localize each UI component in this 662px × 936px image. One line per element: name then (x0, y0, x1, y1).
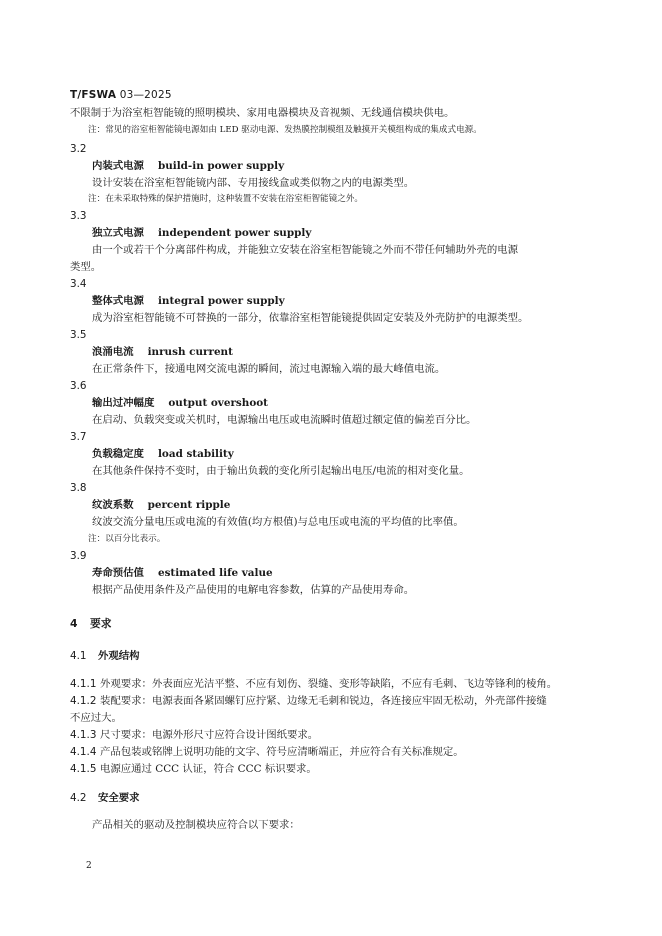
heading-label: 安全要求 (98, 792, 140, 804)
clause-number: 3.4 (70, 278, 87, 290)
text-line: 在启动、负载突变或关机时，电源输出电压或电流瞬时值超过额定值的偏差百分比。 (92, 414, 477, 426)
text-line: 由一个或若干个分离部件构成，并能独立安装在浴室柜智能镜之外而不带任何辅助外壳的电源 (92, 244, 519, 256)
term-zh: 整体式电源 (92, 295, 144, 307)
clause-number: 3.5 (70, 329, 87, 341)
text-line: 类型。 (70, 261, 102, 273)
term-zh: 内装式电源 (92, 160, 144, 172)
clause-text: 外观要求：外表面应光洁平整、不应有划伤、裂缝、变形等缺陷，不应有毛刺、飞边等锋利的棱角。 (100, 678, 558, 690)
clause-number: 3.2 (70, 143, 87, 155)
section-heading (70, 616, 112, 632)
term-zh: 纹波系数 (92, 499, 134, 511)
text-line: 成为浴室柜智能镜不可替换的一部分，依靠浴室柜智能镜提供固定安装及外壳防护的电源类型。 (92, 312, 529, 324)
term-entry (92, 158, 284, 174)
text-line: 在正常条件下，接通电网交流电源的瞬间，流过电源输入端的最大峰值电流。 (92, 363, 446, 375)
term-entry (92, 497, 230, 513)
subsection-heading (70, 648, 140, 664)
clause-item (70, 761, 317, 777)
term-en: integral power supply (157, 295, 285, 307)
clause-text: 电源应通过 CCC 认证，符合 CCC 标识要求。 (100, 763, 317, 775)
text-line: 设计安装在浴室柜智能镜内部、专用接线盒或类似物之内的电源类型。 (92, 177, 415, 189)
clause-item (70, 727, 318, 743)
clause-number: 3.8 (70, 482, 87, 494)
term-entry (92, 565, 273, 581)
clause-text: 产品包装或铭牌上说明功能的文字、符号应清晰端正，并应符合有关标准规定。 (100, 746, 464, 758)
heading-number: 4.1 (70, 650, 87, 662)
clause-number: 3.9 (70, 550, 87, 562)
term-zh: 负载稳定度 (92, 448, 144, 460)
clause-item (70, 676, 557, 692)
heading-number: 4.2 (70, 792, 87, 804)
standard-org: T/FSWA (70, 89, 117, 101)
clause-number: 4.1.4 (70, 746, 97, 758)
clause-text: 尺寸要求：电源外形尺寸应符合设计图纸要求。 (100, 729, 319, 741)
text-line: 不应过大。 (70, 712, 122, 724)
term-entry (92, 344, 233, 360)
note-line: 注：常见的浴室柜智能镜电源如由 LED 驱动电源、发热膜控制模组及触摸开关模组构成的集成式电源。 (88, 125, 482, 135)
term-en: load stability (157, 448, 234, 460)
term-en: percent ripple (147, 499, 231, 511)
term-zh: 寿命预估值 (92, 567, 144, 579)
heading-label: 要求 (90, 617, 112, 630)
heading-number: 4 (70, 617, 78, 630)
note-line: 注：以百分比表示。 (88, 534, 166, 544)
note-line: 注：在未采取特殊的保护措施时，这种装置不安装在浴室柜智能镜之外。 (88, 194, 364, 204)
clause-item (70, 693, 547, 709)
term-en: estimated life value (157, 567, 273, 579)
term-zh: 独立式电源 (92, 227, 144, 239)
term-entry (92, 395, 268, 411)
clause-number: 3.6 (70, 380, 87, 392)
text-line: 在其他条件保持不变时，由于输出负载的变化所引起输出电压/电流的相对变化量。 (92, 465, 470, 477)
subsection-heading (70, 790, 140, 806)
text-line: 纹波交流分量电压或电流的有效值(均方根值)与总电压或电流的平均值的比率值。 (92, 516, 464, 528)
term-zh: 浪涌电流 (92, 346, 134, 358)
clause-number: 3.3 (70, 210, 87, 222)
page-number: 2 (86, 861, 92, 871)
text-line: 根据产品使用条件及产品使用的电解电容参数，估算的产品使用寿命。 (92, 584, 415, 596)
term-en: independent power supply (157, 227, 312, 239)
standard-code: 03—2025 (119, 89, 172, 101)
clause-number: 4.1.2 (70, 695, 97, 707)
term-en: build-in power supply (157, 160, 285, 172)
term-en: output overshoot (168, 397, 268, 409)
term-zh: 输出过冲幅度 (92, 397, 155, 409)
text-line: 不限制于为浴室柜智能镜的照明模块、家用电器模块及音视频、无线通信模块供电。 (70, 107, 455, 119)
clause-number: 4.1.1 (70, 678, 97, 690)
clause-item (70, 744, 464, 760)
clause-number: 4.1.5 (70, 763, 97, 775)
term-en: inrush current (147, 346, 233, 358)
term-entry (92, 293, 285, 309)
clause-number: 3.7 (70, 431, 87, 443)
text-line: 产品相关的驱动及控制模块应符合以下要求： (92, 819, 300, 831)
standard-header (70, 89, 172, 101)
clause-text: 装配要求：电源表面各紧固螺钉应拧紧、边缘无毛刺和锐边，各连接应牢固无松动，外壳部件接缝 (100, 695, 547, 707)
term-entry (92, 225, 311, 241)
term-entry (92, 446, 234, 462)
heading-label: 外观结构 (98, 650, 140, 662)
clause-number: 4.1.3 (70, 729, 97, 741)
